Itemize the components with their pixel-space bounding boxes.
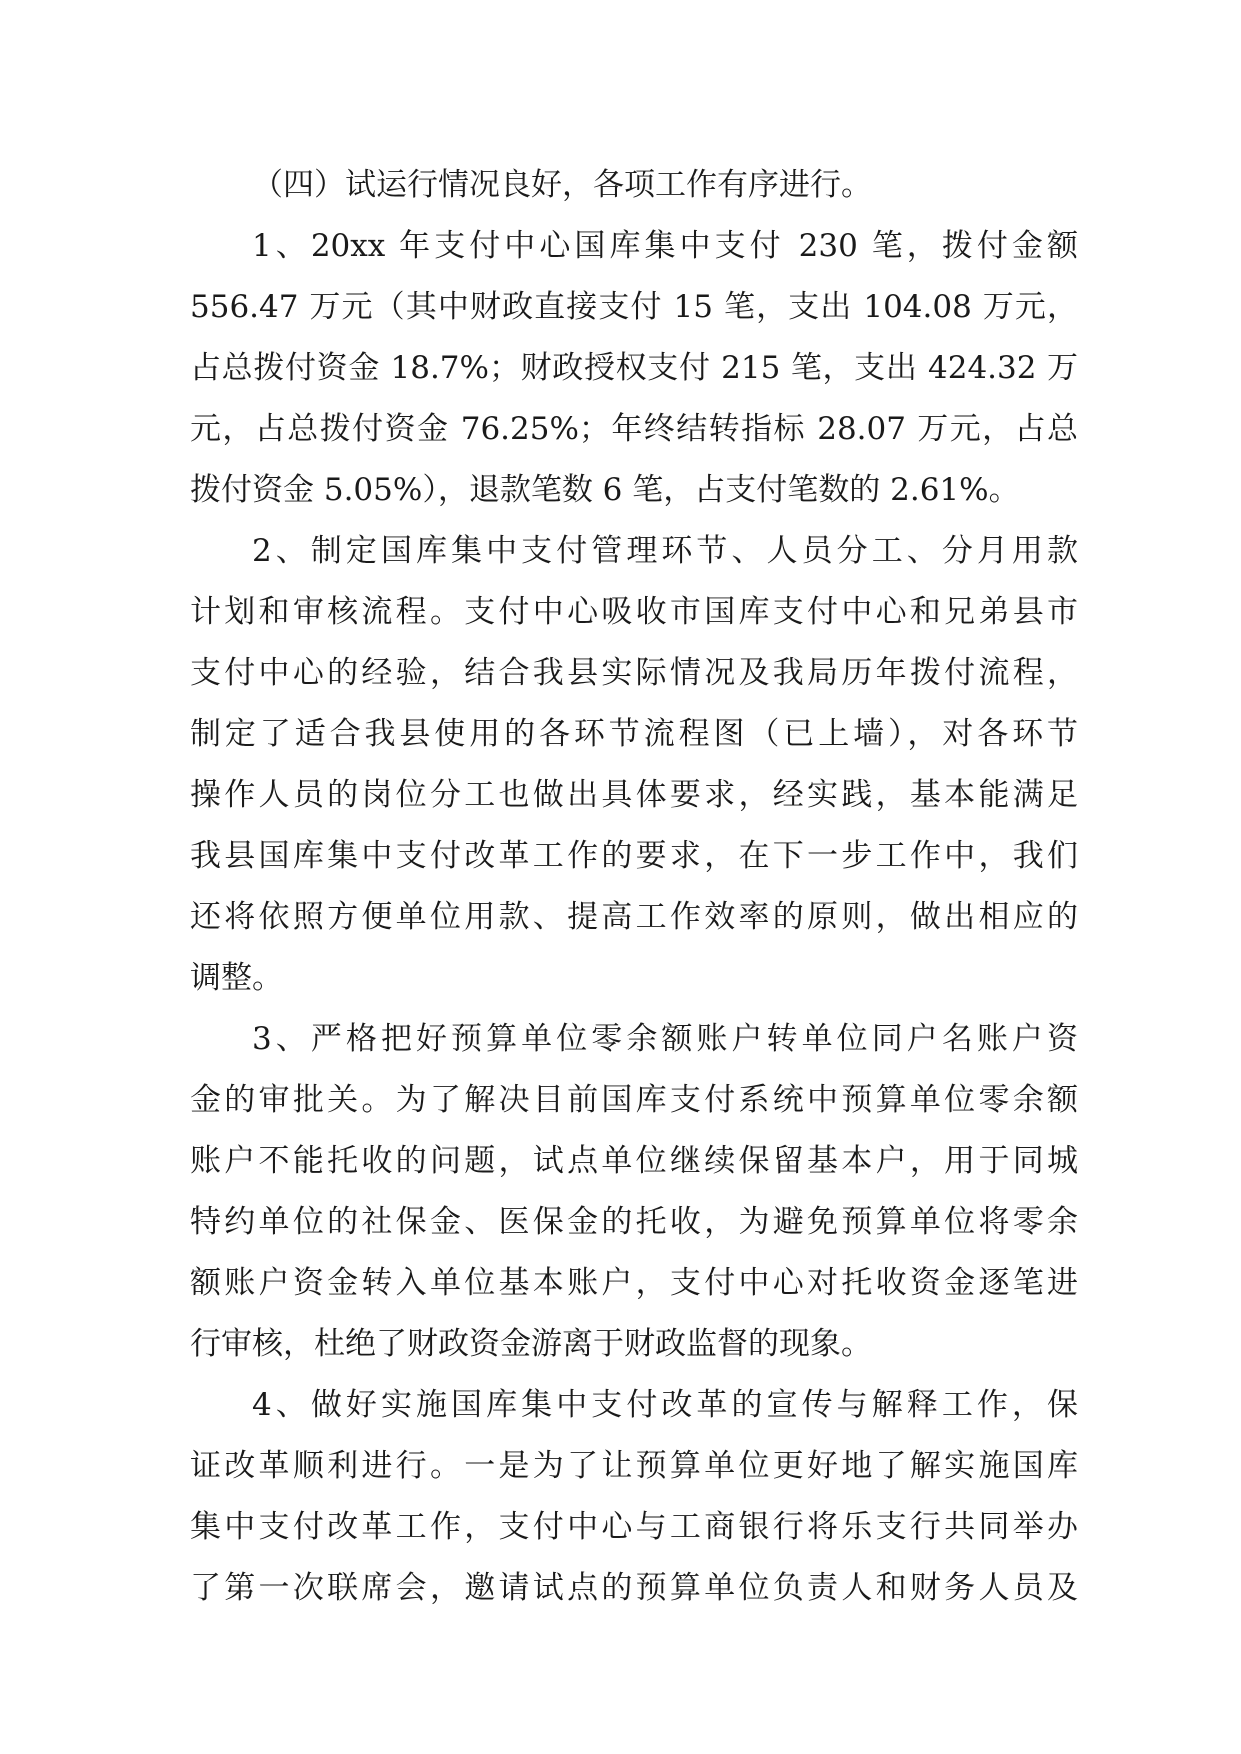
paragraph-line: 集中支付改革工作，支付中心与工商银行将乐支行共同举办 [190, 1509, 1078, 1545]
paragraph-line: 我县国库集中支付改革工作的要求，在下一步工作中，我们 [190, 838, 1078, 874]
paragraph-line: 账户不能托收的问题，试点单位继续保留基本户，用于同城 [190, 1143, 1078, 1179]
paragraph-item-4 [190, 1375, 1078, 1619]
paragraph-line: 行审核，杜绝了财政资金游离于财政监督的现象。 [190, 1326, 872, 1362]
paragraph-line: 计划和审核流程。支付中心吸收市国库支付中心和兄弟县市 [190, 594, 1078, 630]
paragraph-line: 1、20xx 年支付中心国库集中支付 230 笔，拨付金额 [252, 228, 1078, 264]
paragraph-line: 3、严格把好预算单位零余额账户转单位同户名账户资 [252, 1021, 1078, 1057]
paragraph-line: 额账户资金转入单位基本账户，支付中心对托收资金逐笔进 [190, 1265, 1078, 1301]
paragraph-line: 制定了适合我县使用的各环节流程图（已上墙），对各环节 [190, 716, 1078, 752]
paragraph-line: 拨付资金 5.05%），退款笔数 6 笔，占支付笔数的 2.61%。 [190, 472, 1020, 508]
paragraph-item-2 [190, 521, 1078, 1009]
paragraph-line: 支付中心的经验，结合我县实际情况及我局历年拨付流程， [190, 655, 1078, 691]
paragraph-line: 占总拨付资金 18.7%；财政授权支付 215 笔，支出 424.32 万 [190, 350, 1078, 386]
paragraph-line: 调整。 [190, 960, 283, 996]
paragraph-line: 证改革顺利进行。一是为了让预算单位更好地了解实施国库 [190, 1448, 1078, 1484]
paragraph-line: 2、制定国库集中支付管理环节、人员分工、分月用款 [252, 533, 1078, 569]
paragraph-item-3 [190, 1009, 1078, 1375]
paragraph-item-1 [190, 216, 1078, 521]
paragraph-line: 4、做好实施国库集中支付改革的宣传与解释工作，保 [252, 1387, 1078, 1423]
paragraph-heading-4 [190, 155, 1078, 216]
paragraph-line: （四）试运行情况良好，各项工作有序进行。 [252, 167, 872, 203]
paragraph-line: 了第一次联席会，邀请试点的预算单位负责人和财务人员及 [190, 1570, 1078, 1606]
paragraph-line: 特约单位的社保金、医保金的托收，为避免预算单位将零余 [190, 1204, 1078, 1240]
paragraph-line: 操作人员的岗位分工也做出具体要求，经实践，基本能满足 [190, 777, 1078, 813]
paragraph-line: 还将依照方便单位用款、提高工作效率的原则，做出相应的 [190, 899, 1078, 935]
paragraph-line: 556.47 万元（其中财政直接支付 15 笔，支出 104.08 万元， [190, 289, 1078, 325]
paragraph-line: 金的审批关。为了解决目前国库支付系统中预算单位零余额 [190, 1082, 1078, 1118]
document-body [190, 155, 1078, 1619]
paragraph-line: 元，占总拨付资金 76.25%；年终结转指标 28.07 万元，占总 [190, 411, 1078, 447]
